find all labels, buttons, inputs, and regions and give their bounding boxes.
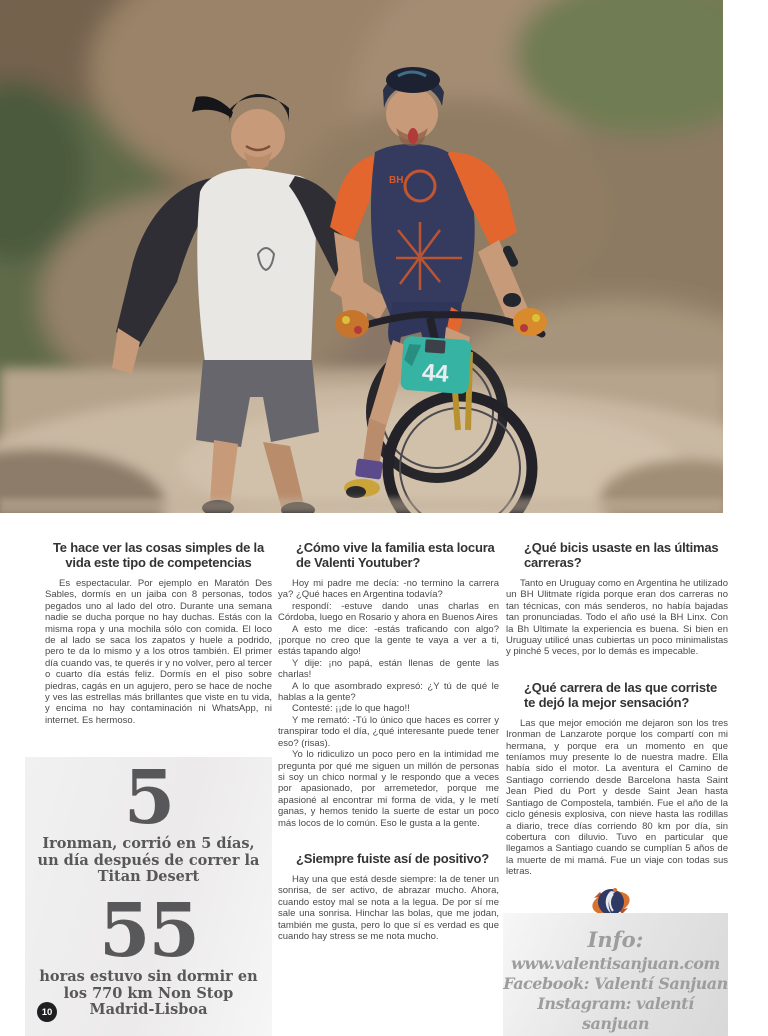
info-title: Info: [587,927,644,952]
info-website: www.valentisanjuan.com [511,954,720,973]
col2-heading-family: ¿Cómo vive la familia esta locura de Valenti Youtuber? [296,540,495,570]
race-plate-number: 44 [421,359,450,388]
col2-paragraph: A lo que asombrado expresó: ¿Y tú de qué le hablas a la gente? [278,680,499,704]
page-number: 10 [41,1006,53,1018]
column-1 [45,540,272,726]
stat-hours-value: 55 [99,888,198,974]
col2-paragraph: Hay una que está desde siempre: la de tener un sonrisa, de ser activo, de abrazar mucho. Ahora, cuando estoy mal se nota a la legua. De por sí me sale una sonrisa. Hinchar las bolas, que me jodan, también me gusta, pero lo que sí es verdad es que cuando hay stress se me nota mucho. [278,873,499,942]
stat-hours-caption: horas estuvo sin dormir en los 770 km Non Stop Madrid-Lisboa [39,968,258,1018]
col1-paragraph: Es espectacular. Por ejemplo en Maratón Des Sables, dormís en un jaiba con 8 personas, todos pegados uno al lado del otro. Durante una semana nadie se ducha porque no hay duchas. Estás con la misma ropa y una mochila sólo con comida. El loco de al lado se saca los zapatos y huele a podrido, pero te da lo mismo y a los otros también. El primer día cuando vas, te querés ir y no volver, pero al tercer o cuarto día estás feliz. Dormís en el piso sobre piedras, cagás en un agujero, pero se hace de noche y ves las estrellas más brillantes que viste en tu vida, y encima no hay contaminación ni WhatsApp, ni internet. Es hermoso. [45,578,272,726]
col2-paragraph: Hoy mi padre me decía: -no termino la carrera ya? ¿Qué haces en Argentina todavía? [278,578,499,601]
col2-paragraph: respondí: -estuve dando unas charlas en Córdoba, luego en Rosario y ahora en Buenos Aires [278,600,499,624]
info-box [503,913,728,1036]
column-3 [506,540,728,878]
hero-photo [0,0,723,513]
info-instagram: Instagram: valentí sanjuan [537,994,694,1033]
col2-paragraph: A esto me dice: -estás traficando con algo? ¡porque no creo que la gente te vaya a ver a ti, estás tapando algo! [278,623,499,658]
stat-hours [25,888,272,1019]
col2-paragraph: Y me remató: -Tú lo único que haces es correr y transpirar todo el día, ¿qué interesante puede tener eso? (risas). [278,714,499,749]
page-number-badge [37,1002,57,1022]
info-facebook: Facebook: Valentí Sanjuan [503,974,728,993]
col3-paragraph: Las que mejor emoción me dejaron son los tres Ironman de Lanzarote porque los compartí con mi hermana, y porque era un momento en que teníamos muy presente lo de nuestra madre. Ella había sido el motor. La aventura el Camino de Santiago corriendo desde Barcelona hasta Saint Jean Pied du Port y desde Saint Jean hasta Santiago de Compostela, también. Fue el año de la ciclo génesis explosiva, con nieve hasta las rodillas a diario, trece días corriendo 80 km por día, sin cobertura con diluvio. Tuvo en particular que llegamos a Santiago cuando se cumplían 5 años de la muerte de mi mamá. Fue un viaje con todas sus letras. [506,717,728,878]
stat-ironman-caption: Ironman, corrió en 5 días, un día después de correr la Titan Desert [37,835,260,885]
col3-heading-carrera: ¿Qué carrera de las que corriste te dejó la mejor sensación? [524,679,718,710]
col3-paragraph: Tanto en Uruguay como en Argentina he utilizado un BH Ulitmate rígida porque eran dos carreras no tan técnicas, con más senderos, no había bajadas tan pronunciadas. Todo el año usé la BH Linx. Con la Bh Ultimate la experiencia es buena. Si bien en Uruguay utilicé unas cubiertas un poco minimalistas y pinché 5 veces, por lo demás es impecable. [506,578,728,658]
col2-paragraph: Contesté: ¡¡de lo que hago!! [292,703,410,715]
col2-paragraph: Yo lo ridiculizo un poco pero en la intimidad me pregunta por qué me siguen un millón de personas si soy un chico normal y le respondo que a veces por apasionado, por arremetedor, porque me apasioné al encontrar mi forma de vida, y le metí ganas, y hemos tenido la suerte de estar un poco más locos de lo común. Eso le gusta a la gente. [278,749,499,829]
column-2 [278,540,499,942]
stat-ironman-value: 5 [123,755,174,841]
hero-photo-illustration [0,0,723,513]
col2-heading-positivo: ¿Siempre fuiste así de positivo? [296,850,489,866]
jersey-brand-text: BH [389,175,404,186]
col3-heading-bicis: ¿Qué bicis usaste en las últimas carreras? [524,540,719,570]
col1-heading: Te hace ver las cosas simples de la vida este tipo de competencias [53,540,264,570]
col2-paragraph: Y dije: ¡no papá, están llenas de gente las charlas! [278,657,499,681]
photo-race-plate [400,336,472,395]
stat-ironman [25,755,272,886]
stats-box [25,757,272,1036]
